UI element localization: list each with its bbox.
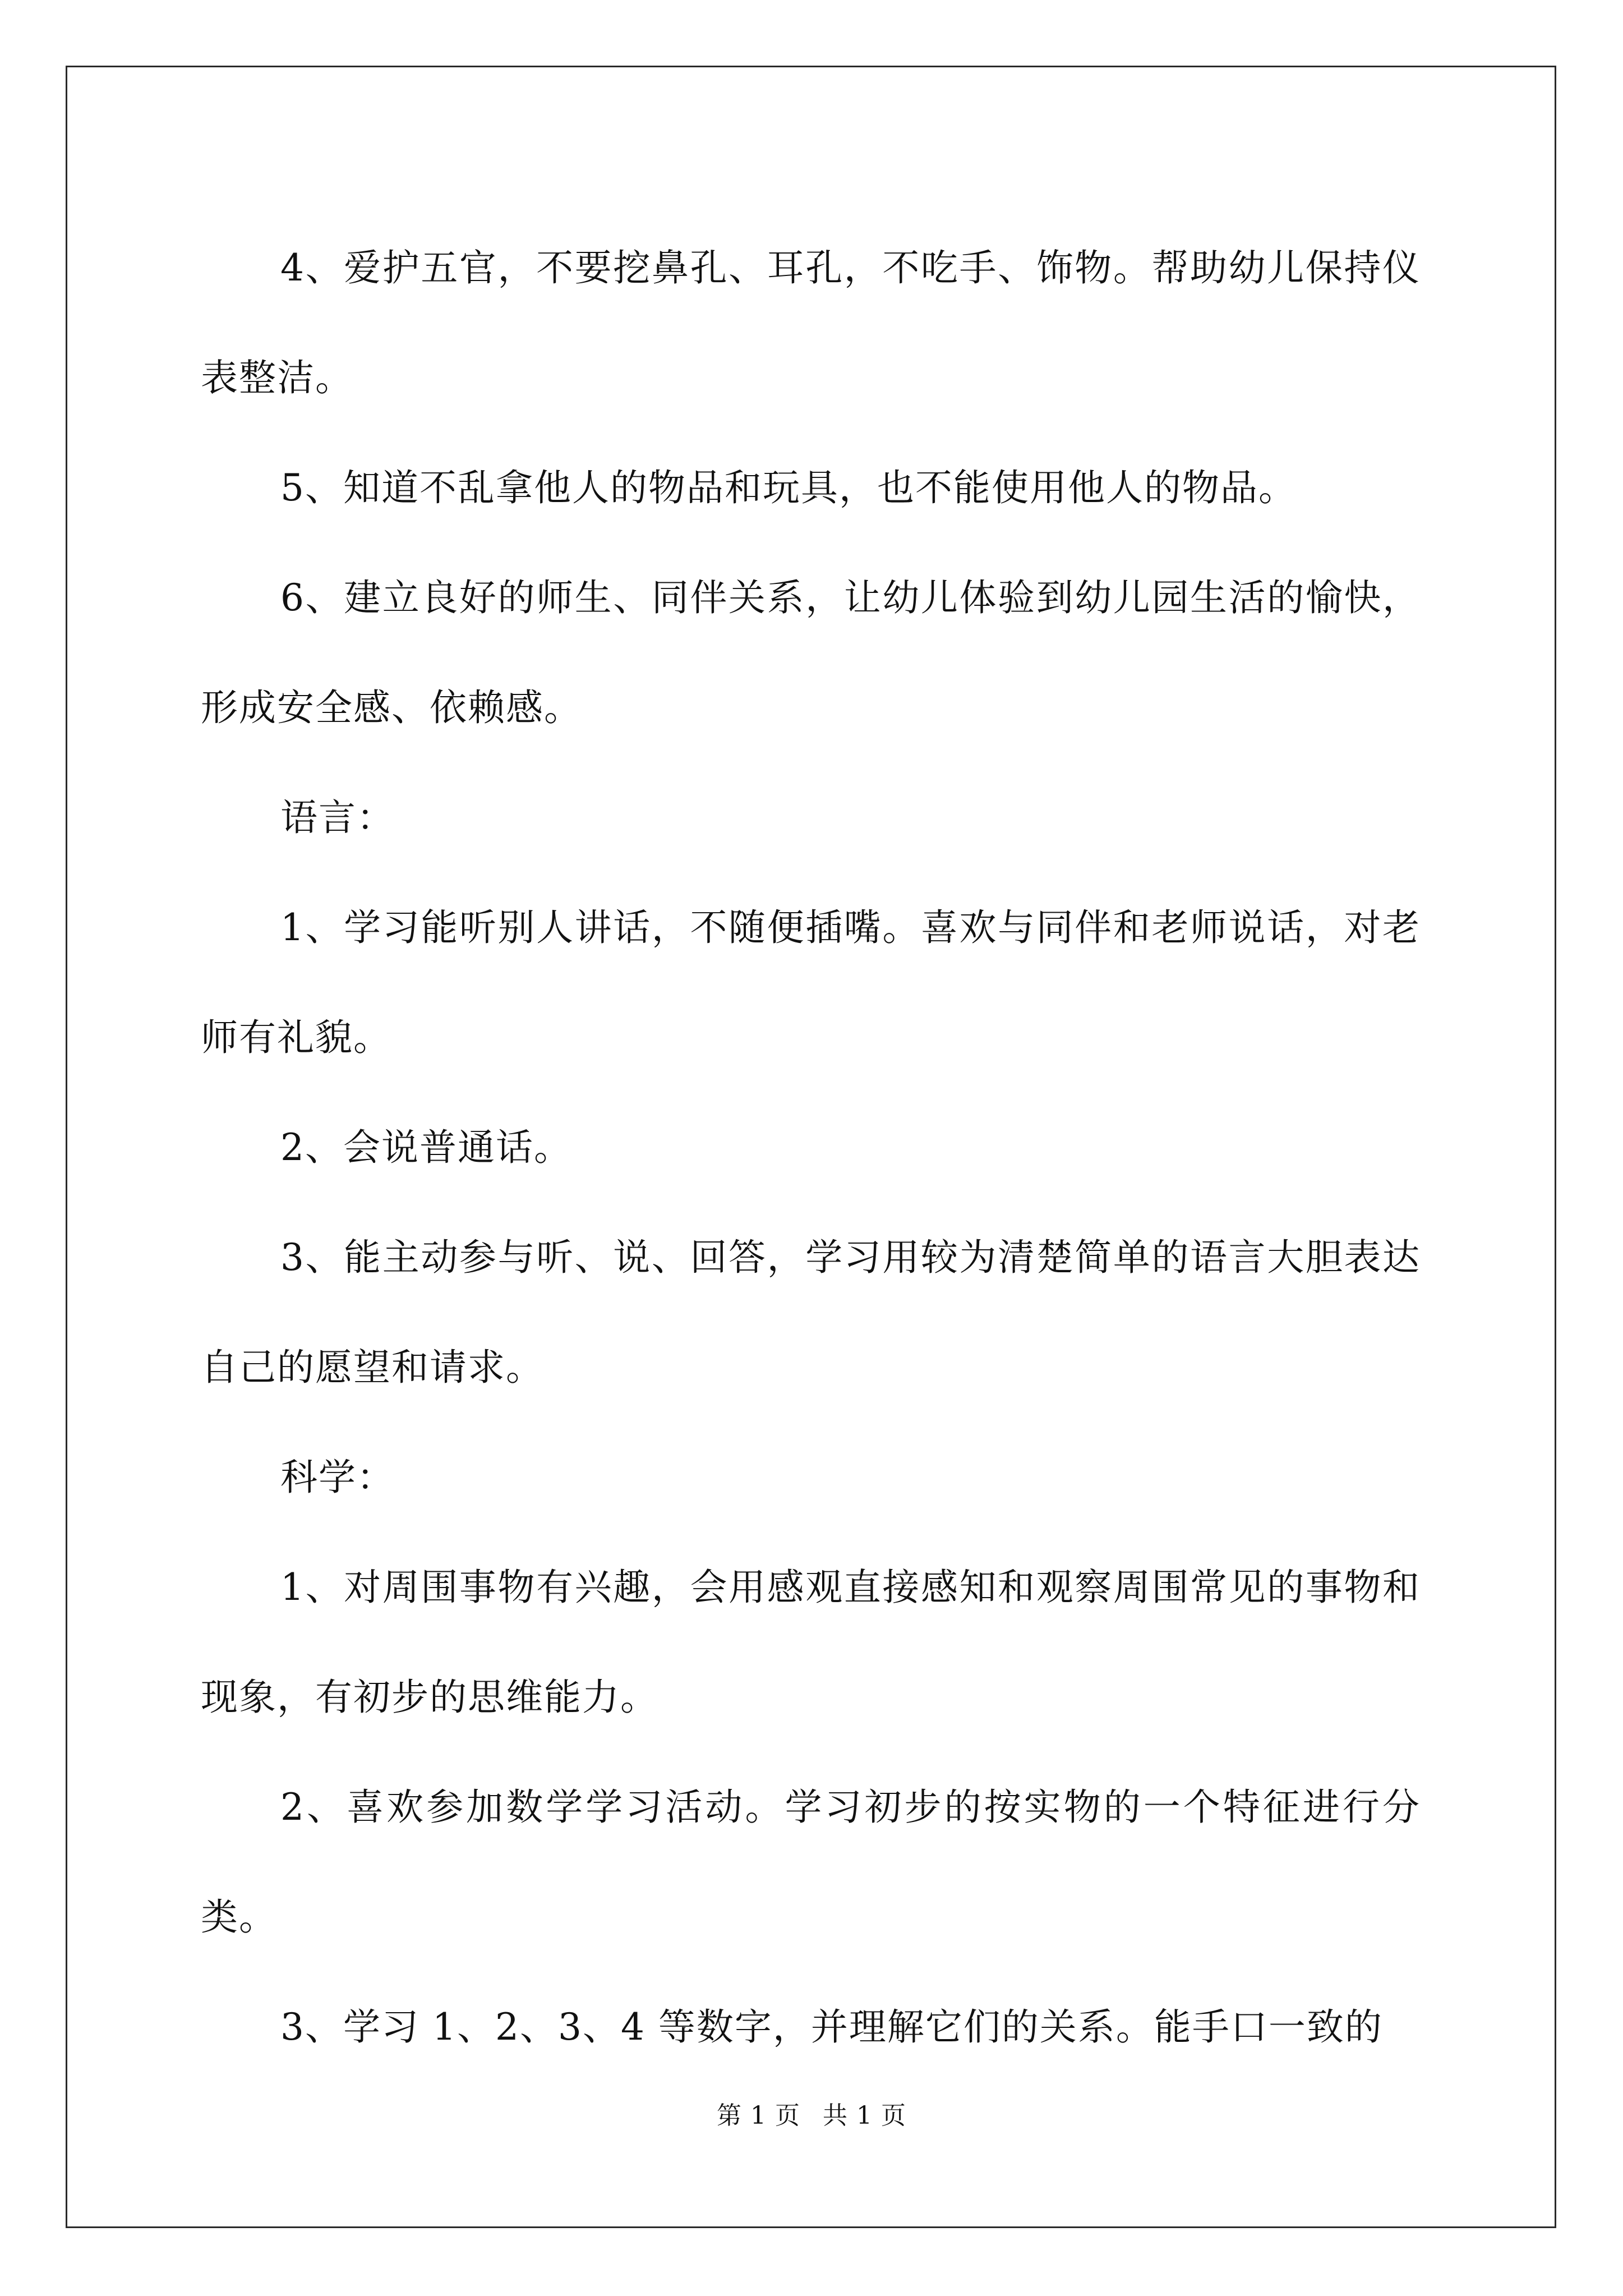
- page-footer: [0, 2095, 1623, 2131]
- page-number: 第 1 页: [717, 2101, 800, 2130]
- paragraph-item-5: 5、知道不乱拿他人的物品和玩具，也不能使用他人的物品。: [280, 466, 1297, 509]
- document-body: [201, 213, 1421, 2082]
- paragraph-language-3: 3、能主动参与听、说、回答，学习用较为清楚简单的语言大胆表达自己的愿望和请求。: [201, 1236, 1421, 1389]
- paragraph-item-4: 4、爱护五官，不要挖鼻孔、耳孔，不吃手、饰物。帮助幼儿保持仪表整洁。: [201, 246, 1421, 399]
- paragraph-language-2: 2、会说普通话。: [280, 1126, 572, 1169]
- paragraph-language-1: 1、学习能听别人讲话，不随便插嘴。喜欢与同伴和老师说话，对老师有礼貌。: [201, 906, 1421, 1059]
- paragraph-item-6: 6、建立良好的师生、同伴关系，让幼儿体验到幼儿园生活的愉快，形成安全感、依赖感。: [201, 576, 1421, 729]
- paragraph-science-3: 3、学习 1、2、3、4 等数字，并理解它们的关系。能手口一致的: [280, 2005, 1383, 2049]
- section-heading-science: 科学：: [280, 1456, 395, 1499]
- paragraph-science-2: 2、喜欢参加数学学习活动。学习初步的按实物的一个特征进行分类。: [201, 1786, 1421, 1939]
- page-total: 共 1 页: [823, 2101, 906, 2130]
- paragraph-science-1: 1、对周围事物有兴趣，会用感观直接感知和观察周围常见的事物和现象，有初步的思维能力。: [201, 1566, 1421, 1719]
- section-heading-language: 语言：: [280, 796, 395, 839]
